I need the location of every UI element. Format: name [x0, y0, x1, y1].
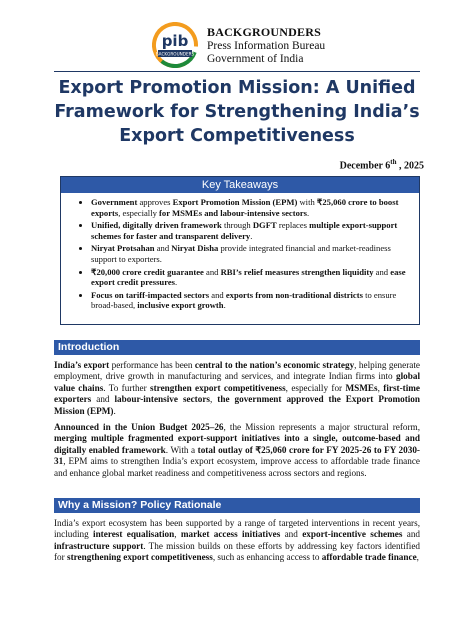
- bold-text-run: strengthening export competitiveness: [67, 552, 213, 563]
- bold-text-run: total outlay of ₹25,060 crore for FY 2025-26 to FY 2030-31: [54, 444, 420, 467]
- org-line-government: Government of India: [207, 53, 304, 65]
- text-run: India’s export ecosystem has been supported by a range of targeted interventions in recent years, including: [54, 518, 420, 540]
- takeaway-item: [91, 267, 411, 288]
- title-line: Framework for Strengthening India’s: [54, 102, 420, 122]
- bold-text-run: strengthen export competitiveness: [150, 382, 286, 393]
- bold-text-run: export-incentive schemes: [302, 529, 403, 540]
- bold-text-run: first-time exporters: [54, 382, 420, 405]
- bold-text-run: inclusive export growth: [137, 300, 224, 311]
- bold-text-run: labour-intensive sectors: [114, 394, 210, 405]
- text-run: . The mission builds on these efforts by addressing key factors identified for: [54, 540, 420, 563]
- text-run: . To further: [103, 382, 151, 393]
- bold-text-run: Focus on tariff-impacted sectors: [91, 289, 210, 300]
- bold-text-run: Niryat Protsahan: [91, 243, 155, 254]
- text-run: ,: [210, 394, 218, 405]
- text-run: .: [175, 277, 178, 288]
- takeaway-item: [91, 220, 411, 241]
- bold-text-run: the government approved the Export Promotion Mission (EPM): [54, 394, 421, 416]
- text-run: .: [250, 230, 253, 241]
- org-line-backgrounders: BACKGROUNDERS: [207, 25, 321, 39]
- text-run: performance has been: [109, 360, 195, 370]
- text-run: , helping generate employment, drive growth in manufacturing and services, and integrate Indian firms into: [54, 360, 420, 382]
- text-run: and: [280, 529, 303, 540]
- text-run: , EPM aims to strengthen India’s export ecosystem, improve access to affordable trade finance and enhance global market readiness and competitiveness across sectors and regions.: [54, 456, 420, 478]
- bold-text-run: ₹25,060 crore to boost exports: [91, 197, 399, 218]
- bold-text-run: DGFT: [252, 220, 277, 231]
- bold-text-run: MSMEs: [345, 382, 378, 393]
- text-run: , the Mission represents a major structural reform,: [223, 422, 421, 432]
- section-heading-why-mission: Why a Mission? Policy Rationale: [54, 498, 420, 513]
- publication-date: December 6th , 2025: [339, 158, 424, 172]
- bold-text-run: infrastructure support: [54, 540, 144, 551]
- bold-text-run: India’s export: [54, 360, 110, 370]
- bold-text-run: merging multiple fragmented export-support initiatives into a single, outcome-based and digitally enabled framework: [54, 433, 420, 455]
- bold-text-run: market access initiatives: [180, 529, 281, 540]
- org-block: [207, 26, 325, 67]
- text-run: , such as enhancing access to: [212, 552, 322, 563]
- logo-text: pib: [161, 32, 189, 50]
- bold-text-run: global value chains: [54, 371, 420, 393]
- text-run: ,: [377, 382, 384, 393]
- bold-text-run: RBI’s relief measures strengthen liquidity: [220, 266, 374, 277]
- text-run: and: [203, 266, 221, 277]
- text-run: and: [91, 394, 115, 405]
- text-run: approves: [137, 197, 173, 207]
- text-run: , especially for: [285, 382, 346, 393]
- bold-text-run: for MSMEs and labour-intensive sectors: [159, 207, 308, 218]
- bold-text-run: interest equalisation: [93, 529, 175, 540]
- text-run: ,: [174, 529, 181, 540]
- bold-text-run: central to the nation’s economic strategy: [194, 360, 355, 370]
- text-run: .: [307, 207, 310, 218]
- bold-text-run: Government: [91, 197, 138, 207]
- text-run: to ensure broad-based,: [91, 289, 397, 311]
- title-line: Export Promotion Mission: A Unified: [58, 78, 416, 98]
- key-takeaways-box: [60, 176, 420, 325]
- text-run: provide integrated financial and market-readiness support to exporters.: [91, 243, 391, 264]
- org-line-bureau: Press Information Bureau: [207, 39, 326, 52]
- text-run: and: [373, 266, 391, 277]
- text-run: ,: [416, 552, 419, 563]
- bold-text-run: Announced in the Union Budget 2025–26: [54, 422, 224, 432]
- text-run: , especially: [118, 207, 160, 218]
- bold-text-run: multiple export-support schemes for faster and transparent delivery: [91, 220, 398, 241]
- text-run: .: [113, 405, 116, 416]
- takeaway-item: [91, 243, 411, 264]
- text-run: through: [221, 220, 253, 231]
- text-run: . With a: [165, 444, 198, 455]
- logo-banner: BACKGROUNDERS: [155, 51, 195, 57]
- intro-paragraph-1: [54, 360, 420, 417]
- text-run: and: [209, 289, 226, 300]
- key-takeaways-heading: Key Takeaways: [61, 177, 419, 193]
- why-mission-paragraph: [54, 518, 420, 564]
- header-rule: [54, 71, 420, 72]
- pib-logo: [152, 22, 198, 68]
- text-run: replaces: [276, 220, 310, 231]
- text-run: with: [297, 197, 317, 207]
- intro-paragraph-2: [54, 422, 420, 479]
- bold-text-run: Export Promotion Mission (EPM): [172, 197, 298, 207]
- takeaway-item: [91, 290, 411, 311]
- bold-text-run: Niryat Disha: [171, 243, 219, 254]
- bold-text-run: ₹20,000 crore credit guarantee: [91, 266, 204, 277]
- title-line: Export Competitiveness: [119, 126, 355, 146]
- text-run: and: [154, 243, 172, 254]
- text-run: and: [402, 529, 421, 540]
- text-run: .: [223, 300, 226, 311]
- bold-text-run: Unified, digitally driven framework: [91, 220, 222, 231]
- key-takeaways-list: [61, 197, 419, 311]
- bold-text-run: affordable trade finance: [321, 552, 417, 563]
- bold-text-run: ease export credit pressures: [91, 266, 406, 288]
- document-title: [40, 76, 434, 148]
- section-heading-introduction: Introduction: [54, 340, 420, 355]
- takeaway-item: [91, 197, 411, 218]
- bold-text-run: exports from non-traditional districts: [225, 289, 363, 300]
